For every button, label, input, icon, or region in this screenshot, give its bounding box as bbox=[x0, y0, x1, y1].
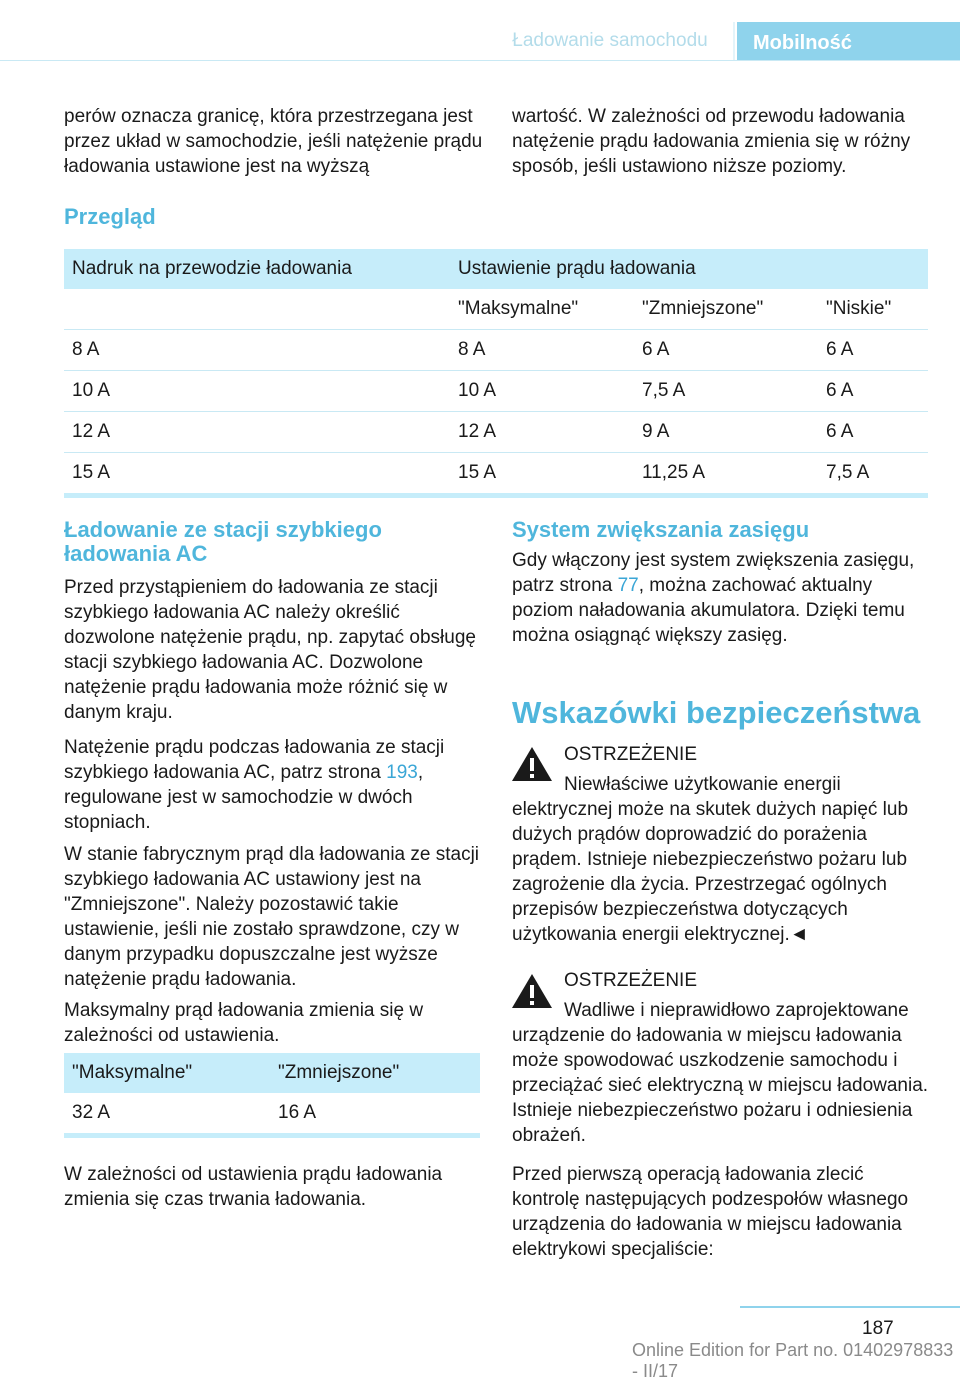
table-row bbox=[64, 1093, 480, 1133]
header-rule bbox=[0, 60, 960, 61]
table-cell: 15 A bbox=[72, 462, 111, 483]
fast-table-header-cell: "Zmniejszone" bbox=[270, 1053, 480, 1093]
table-cell: 12 A bbox=[64, 412, 450, 453]
fast-charging-paragraph-2 bbox=[64, 735, 482, 835]
table-cell: 15 A bbox=[458, 462, 497, 483]
paragraph-text: , można zachować aktualny poziom naładowania akumulatora. Dzięki temu można osiągnąć większy zasięg. bbox=[512, 575, 905, 646]
footer-rule bbox=[740, 1306, 960, 1308]
table-cell: 11,25 A bbox=[642, 462, 706, 483]
top-right-paragraph: wartość. W zależności od przewodu ładowania natężenie prądu ładowania zmienia się w różny sposób, jeśli ustawiono niższe poziomy. bbox=[512, 106, 911, 177]
warning-2-text: Wadliwe i nieprawidłowo zaprojektowane urządzenie do ładowania w miejscu ładowania może spowodować uszkodzenie samochodu i przeciążać sieć elektryczną w miejscu ładowania. Istnieje niebezpieczeństwo pożaru i odniesienia obrażeń. bbox=[512, 1000, 929, 1146]
page-link-193[interactable]: 193 bbox=[386, 762, 418, 783]
paragraph-text: Gdy włączony jest system zwiększenia zasięgu, patrz strona bbox=[512, 550, 915, 596]
overview-table-bottom-rule bbox=[64, 493, 928, 498]
overview-header-row bbox=[64, 249, 928, 289]
fast-charging-paragraph-4: Maksymalny prąd ładowania zmienia się w zależności od ustawienia. bbox=[64, 1000, 424, 1046]
overview-heading: Przegląd bbox=[64, 204, 156, 229]
overview-col-setting: Ustawienie prądu ładowania bbox=[450, 249, 928, 289]
table-cell: 6 A bbox=[634, 330, 818, 371]
overview-subheader-cell: "Maksymalne" bbox=[450, 289, 634, 330]
table-cell: 7,5 A bbox=[826, 462, 870, 483]
header-section-title: Ładowanie samochodu bbox=[512, 30, 708, 51]
page-link-77[interactable]: 77 bbox=[617, 575, 639, 596]
overview-subheader-cell: "Zmniejszone" bbox=[634, 289, 818, 330]
table-cell: 8 A bbox=[450, 330, 634, 371]
table-row bbox=[64, 371, 928, 412]
table-cell: 8 A bbox=[64, 330, 450, 371]
fast-table-header-cell: "Maksymalne" bbox=[64, 1053, 270, 1093]
table-cell: 6 A bbox=[818, 330, 928, 371]
fast-table-header-row bbox=[64, 1053, 480, 1093]
table-cell: 32 A bbox=[72, 1102, 111, 1123]
paragraph-text: Natężenie prądu podczas ładowania ze stacji szybkiego ładowania AC, patrz strona bbox=[64, 737, 445, 783]
table-cell: 9 A bbox=[634, 412, 818, 453]
warning-1-text: Niewłaściwe użytkowanie energii elektrycznej może na skutek dużych napięć lub dużych prądów doprowadzić do porażenia prądem. Istnieje niebezpieczeństwo pożaru lub zagrożenie dla życia. Przestrzegać ogólnych przepisów bezpieczeństwa dotyczących użytkowania energii elektrycznej.◄ bbox=[512, 774, 909, 945]
range-extender-paragraph bbox=[512, 548, 930, 648]
header-chapter-tab[interactable]: Mobilność bbox=[737, 22, 960, 60]
range-extender-heading: System zwiększania zasięgu bbox=[512, 517, 810, 542]
fast-charging-paragraph-3: W stanie fabrycznym prąd dla ładowania ze stacji szybkiego ładowania AC ustawiony jest na "Zmniejszone". Należy pozostawić takie ustawienie, jeśli nie zostało sprawdzone, czy w danym przypadku dopuszczalne jest wyższe natężenie prądu ładowania. bbox=[64, 844, 480, 990]
table-cell: 16 A bbox=[278, 1102, 317, 1123]
fast-table-bottom-rule bbox=[64, 1133, 480, 1138]
footer-edition: Online Edition for Part no. 01402978833 - II/17 bbox=[632, 1340, 954, 1381]
table-row bbox=[64, 330, 928, 371]
header-separator bbox=[733, 22, 735, 60]
fast-charging-heading: Ładowanie ze stacji szybkiego ładowania AC bbox=[64, 517, 382, 566]
table-cell: 10 A bbox=[64, 371, 450, 412]
overview-subheader-cell bbox=[64, 289, 450, 330]
top-left-paragraph: perów oznacza granicę, która przestrzegana jest przez układ w samochodzie, jeśli natężenie prądu ładowania ustawione jest na wyższą bbox=[64, 106, 483, 177]
table-cell: 10 A bbox=[450, 371, 634, 412]
fast-charging-paragraph-1: Przed przystąpieniem do ładowania ze stacji szybkiego ładowania AC należy określić dozwolone natężenie prądu, np. zapytać obsługę stacji szybkiego ładowania AC. Dozwolone natężenie prądu ładowania może różnić się w danym kraju. bbox=[64, 577, 476, 723]
table-cell: 12 A bbox=[450, 412, 634, 453]
fast-charging-paragraph-5: W zależności od ustawienia prądu ładowania zmienia się czas trwania ładowania. bbox=[64, 1164, 443, 1210]
paragraph-text: , regulowane jest w samochodzie w dwóch stopniach. bbox=[64, 762, 424, 833]
safety-final-paragraph: Przed pierwszą operacją ładowania zlecić kontrolę następujących podzespołów własnego urządzenia do ładowania w miejscu ładowania elektrykowi specjaliście: bbox=[512, 1164, 909, 1260]
table-cell: 6 A bbox=[818, 371, 928, 412]
fast-charging-table bbox=[64, 1053, 480, 1138]
overview-subheader-row bbox=[64, 289, 928, 330]
warning-1-label: OSTRZEŻENIE bbox=[564, 744, 698, 765]
warning-2-label: OSTRZEŻENIE bbox=[564, 970, 698, 991]
safety-heading: Wskazówki bezpieczeństwa bbox=[512, 695, 921, 730]
overview-table bbox=[64, 249, 928, 498]
overview-col-print: Nadruk na przewodzie ładowania bbox=[64, 249, 450, 289]
table-cell: 6 A bbox=[818, 412, 928, 453]
table-row bbox=[64, 412, 928, 453]
table-cell: 7,5 A bbox=[634, 371, 818, 412]
overview-subheader-cell: "Niskie" bbox=[818, 289, 928, 330]
page-number: 187 bbox=[862, 1318, 894, 1339]
table-row bbox=[64, 453, 928, 494]
